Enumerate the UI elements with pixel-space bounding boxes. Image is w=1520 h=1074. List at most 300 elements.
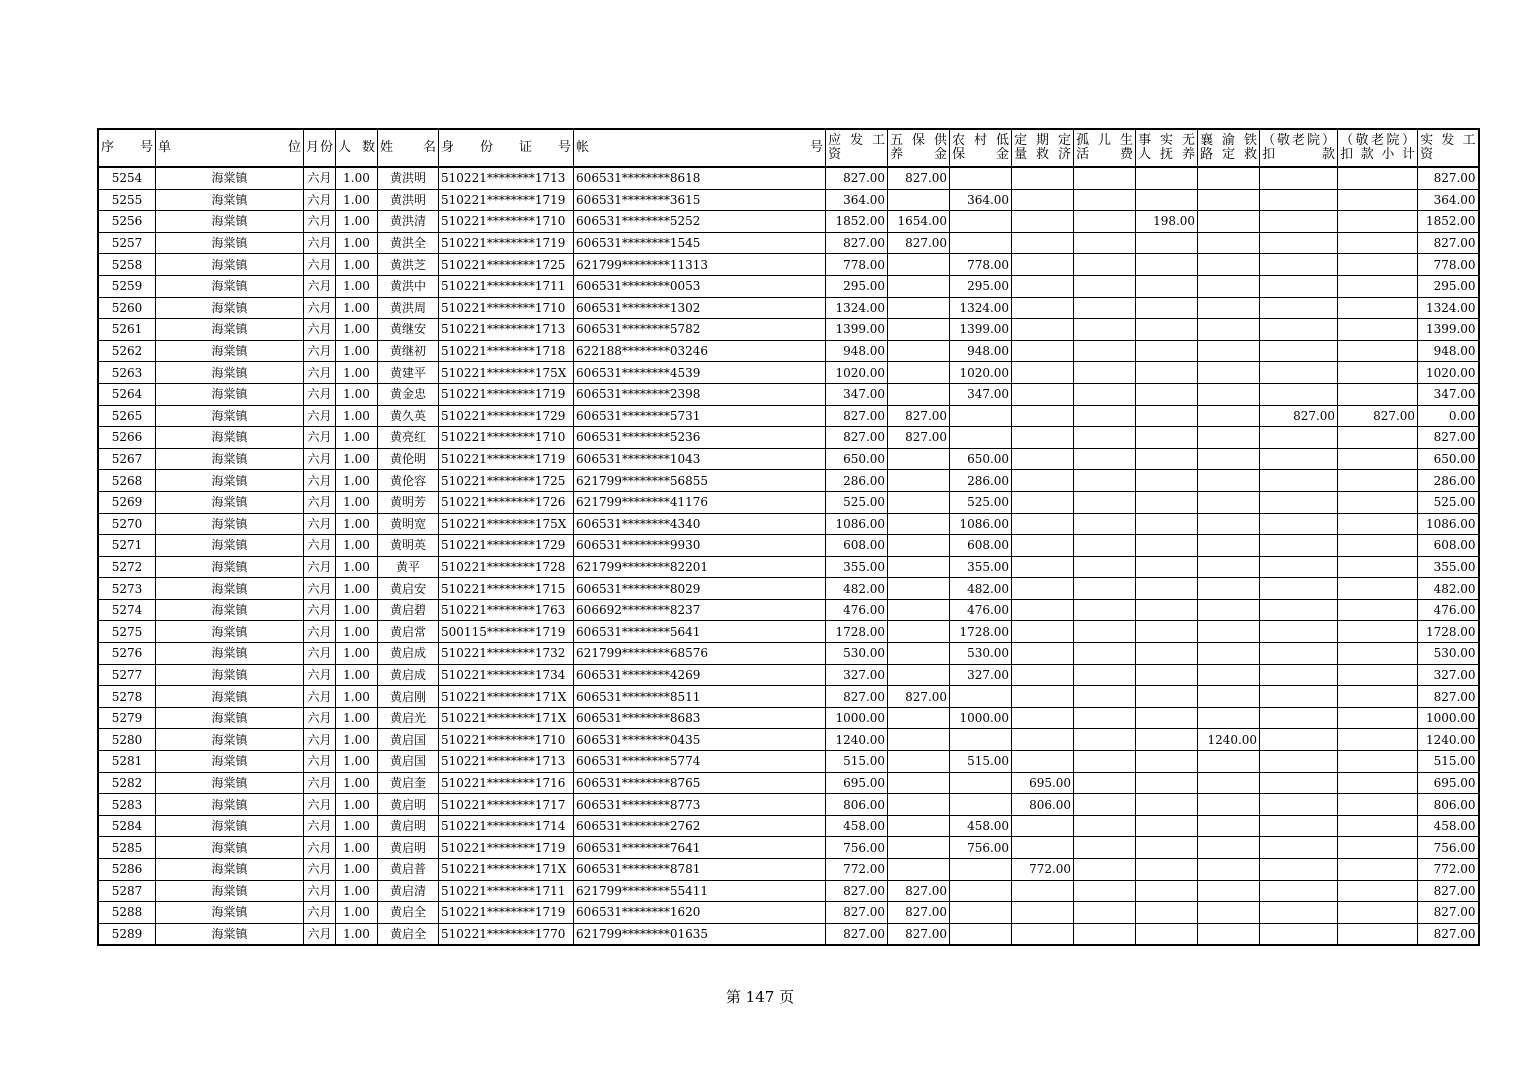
cell-col-nursing-deduction-subtotal xyxy=(1338,340,1418,362)
cell-col-nursing-deduction xyxy=(1260,232,1338,254)
cell-col-orphan-living xyxy=(1074,297,1136,319)
cell-col-nursing-deduction xyxy=(1260,491,1338,513)
header-label: （敬老院） xyxy=(1340,133,1416,148)
cell-col-rural-subsidy xyxy=(950,211,1012,233)
cell-col-fixed-relief xyxy=(1012,448,1074,470)
cell-col-railway-relief xyxy=(1198,232,1260,254)
cell-col-orphan-living xyxy=(1074,902,1136,924)
cell-col-orphan-living xyxy=(1074,491,1136,513)
cell-col-fixed-relief xyxy=(1012,923,1074,945)
cell-col-five-guarantee xyxy=(888,599,950,621)
cell-col-serial: 5271 xyxy=(98,535,156,557)
cell-col-count: 1.00 xyxy=(336,491,378,513)
cell-col-net-pay: 827.00 xyxy=(1418,902,1479,924)
cell-col-rural-subsidy: 1728.00 xyxy=(950,621,1012,643)
cell-col-gross-pay: 756.00 xyxy=(826,837,888,859)
cell-col-serial: 5270 xyxy=(98,513,156,535)
cell-col-five-guarantee: 1654.00 xyxy=(888,211,950,233)
cell-col-de-facto-orphan xyxy=(1136,167,1198,189)
cell-col-gross-pay: 806.00 xyxy=(826,794,888,816)
cell-col-id-number: 510221********1711 xyxy=(439,880,574,902)
table-row xyxy=(98,815,1479,837)
table-row xyxy=(98,297,1479,319)
cell-col-gross-pay: 827.00 xyxy=(826,880,888,902)
table-row xyxy=(98,448,1479,470)
header-col-five-guarantee xyxy=(888,129,950,167)
cell-col-railway-relief xyxy=(1198,167,1260,189)
cell-col-unit: 海棠镇 xyxy=(156,923,304,945)
cell-col-fixed-relief xyxy=(1012,513,1074,535)
cell-col-orphan-living xyxy=(1074,405,1136,427)
cell-col-unit: 海棠镇 xyxy=(156,232,304,254)
header-label: 农 村 低 xyxy=(952,133,1010,148)
cell-col-orphan-living xyxy=(1074,859,1136,881)
header-col-orphan-living xyxy=(1074,129,1136,167)
cell-col-orphan-living xyxy=(1074,664,1136,686)
cell-col-month: 六月 xyxy=(304,275,336,297)
cell-col-net-pay: 1086.00 xyxy=(1418,513,1479,535)
cell-col-unit: 海棠镇 xyxy=(156,751,304,773)
cell-col-de-facto-orphan: 198.00 xyxy=(1136,211,1198,233)
cell-col-fixed-relief xyxy=(1012,751,1074,773)
cell-col-serial: 5259 xyxy=(98,275,156,297)
cell-col-month: 六月 xyxy=(304,427,336,449)
welfare-payment-table xyxy=(97,128,1480,946)
cell-col-fixed-relief xyxy=(1012,880,1074,902)
cell-col-id-number: 510221********1725 xyxy=(439,470,574,492)
table-row xyxy=(98,664,1479,686)
cell-col-fixed-relief xyxy=(1012,427,1074,449)
header-col-name xyxy=(378,129,439,167)
cell-col-fixed-relief xyxy=(1012,211,1074,233)
cell-col-unit: 海棠镇 xyxy=(156,707,304,729)
cell-col-month: 六月 xyxy=(304,794,336,816)
cell-col-rural-subsidy xyxy=(950,686,1012,708)
header-label: 资 xyxy=(1420,147,1434,162)
table-row xyxy=(98,772,1479,794)
cell-col-railway-relief xyxy=(1198,211,1260,233)
table-row xyxy=(98,362,1479,384)
header-col-month xyxy=(304,129,336,167)
cell-col-gross-pay: 650.00 xyxy=(826,448,888,470)
cell-col-account: 606531********5252 xyxy=(574,211,826,233)
cell-col-rural-subsidy xyxy=(950,923,1012,945)
cell-col-account: 606531********5774 xyxy=(574,751,826,773)
cell-col-five-guarantee: 827.00 xyxy=(888,923,950,945)
header-label: 实 发 工 xyxy=(1420,133,1476,148)
cell-col-five-guarantee: 827.00 xyxy=(888,880,950,902)
cell-col-orphan-living xyxy=(1074,599,1136,621)
cell-col-nursing-deduction xyxy=(1260,275,1338,297)
cell-col-id-number: 510221********1729 xyxy=(439,535,574,557)
cell-col-five-guarantee xyxy=(888,772,950,794)
cell-col-name: 黄启成 xyxy=(378,643,439,665)
cell-col-serial: 5256 xyxy=(98,211,156,233)
table-row xyxy=(98,707,1479,729)
cell-col-serial: 5285 xyxy=(98,837,156,859)
cell-col-railway-relief xyxy=(1198,319,1260,341)
cell-col-count: 1.00 xyxy=(336,470,378,492)
cell-col-unit: 海棠镇 xyxy=(156,491,304,513)
cell-col-net-pay: 1240.00 xyxy=(1418,729,1479,751)
header-label: 人 数 xyxy=(338,140,376,155)
cell-col-rural-subsidy xyxy=(950,729,1012,751)
cell-col-nursing-deduction xyxy=(1260,707,1338,729)
cell-col-five-guarantee xyxy=(888,794,950,816)
cell-col-serial: 5266 xyxy=(98,427,156,449)
cell-col-gross-pay: 608.00 xyxy=(826,535,888,557)
cell-col-gross-pay: 1399.00 xyxy=(826,319,888,341)
cell-col-gross-pay: 827.00 xyxy=(826,923,888,945)
cell-col-orphan-living xyxy=(1074,686,1136,708)
cell-col-nursing-deduction-subtotal xyxy=(1338,686,1418,708)
cell-col-serial: 5261 xyxy=(98,319,156,341)
cell-col-month: 六月 xyxy=(304,167,336,189)
cell-col-five-guarantee: 827.00 xyxy=(888,902,950,924)
cell-col-fixed-relief xyxy=(1012,297,1074,319)
cell-col-nursing-deduction xyxy=(1260,167,1338,189)
cell-col-orphan-living xyxy=(1074,556,1136,578)
cell-col-gross-pay: 482.00 xyxy=(826,578,888,600)
cell-col-unit: 海棠镇 xyxy=(156,383,304,405)
page-number: 第 147 页 xyxy=(725,988,795,1006)
cell-col-name: 黄启全 xyxy=(378,902,439,924)
cell-col-id-number: 510221********1713 xyxy=(439,319,574,341)
cell-col-net-pay: 827.00 xyxy=(1418,923,1479,945)
header-label: 月份 xyxy=(306,140,334,155)
cell-col-rural-subsidy: 347.00 xyxy=(950,383,1012,405)
cell-col-name: 黄洪明 xyxy=(378,167,439,189)
cell-col-orphan-living xyxy=(1074,383,1136,405)
cell-col-rural-subsidy: 458.00 xyxy=(950,815,1012,837)
cell-col-rural-subsidy: 1399.00 xyxy=(950,319,1012,341)
cell-col-unit: 海棠镇 xyxy=(156,556,304,578)
header-label: 扣 款 小 计 xyxy=(1340,147,1416,162)
cell-col-de-facto-orphan xyxy=(1136,707,1198,729)
cell-col-nursing-deduction xyxy=(1260,319,1338,341)
cell-col-count: 1.00 xyxy=(336,643,378,665)
cell-col-id-number: 510221********1710 xyxy=(439,427,574,449)
cell-col-account: 621799********11313 xyxy=(574,254,826,276)
cell-col-rural-subsidy xyxy=(950,427,1012,449)
cell-col-nursing-deduction-subtotal xyxy=(1338,513,1418,535)
cell-col-orphan-living xyxy=(1074,211,1136,233)
cell-col-rural-subsidy: 1086.00 xyxy=(950,513,1012,535)
cell-col-serial: 5282 xyxy=(98,772,156,794)
cell-col-net-pay: 772.00 xyxy=(1418,859,1479,881)
cell-col-account: 621799********01635 xyxy=(574,923,826,945)
cell-col-de-facto-orphan xyxy=(1136,254,1198,276)
table-row xyxy=(98,556,1479,578)
cell-col-month: 六月 xyxy=(304,340,336,362)
cell-col-railway-relief xyxy=(1198,794,1260,816)
cell-col-orphan-living xyxy=(1074,275,1136,297)
cell-col-fixed-relief xyxy=(1012,578,1074,600)
cell-col-month: 六月 xyxy=(304,815,336,837)
cell-col-gross-pay: 458.00 xyxy=(826,815,888,837)
cell-col-net-pay: 778.00 xyxy=(1418,254,1479,276)
cell-col-nursing-deduction-subtotal xyxy=(1338,837,1418,859)
table-body xyxy=(98,167,1479,945)
cell-col-nursing-deduction xyxy=(1260,664,1338,686)
cell-col-nursing-deduction xyxy=(1260,556,1338,578)
cell-col-nursing-deduction-subtotal xyxy=(1338,794,1418,816)
cell-col-account: 606531********8511 xyxy=(574,686,826,708)
cell-col-five-guarantee xyxy=(888,340,950,362)
table-row xyxy=(98,491,1479,513)
header-label: （敬老院） xyxy=(1262,133,1336,148)
cell-col-month: 六月 xyxy=(304,448,336,470)
cell-col-id-number: 510221********1714 xyxy=(439,815,574,837)
cell-col-nursing-deduction xyxy=(1260,383,1338,405)
cell-col-month: 六月 xyxy=(304,470,336,492)
cell-col-nursing-deduction-subtotal xyxy=(1338,729,1418,751)
cell-col-unit: 海棠镇 xyxy=(156,427,304,449)
cell-col-count: 1.00 xyxy=(336,427,378,449)
cell-col-count: 1.00 xyxy=(336,707,378,729)
cell-col-account: 606531********3615 xyxy=(574,189,826,211)
cell-col-de-facto-orphan xyxy=(1136,837,1198,859)
cell-col-name: 黄金忠 xyxy=(378,383,439,405)
cell-col-name: 黄继安 xyxy=(378,319,439,341)
cell-col-nursing-deduction xyxy=(1260,211,1338,233)
cell-col-de-facto-orphan xyxy=(1136,794,1198,816)
cell-col-count: 1.00 xyxy=(336,621,378,643)
cell-col-five-guarantee: 827.00 xyxy=(888,167,950,189)
cell-col-nursing-deduction-subtotal xyxy=(1338,599,1418,621)
cell-col-id-number: 510221********171X xyxy=(439,707,574,729)
cell-col-five-guarantee xyxy=(888,578,950,600)
table-row xyxy=(98,751,1479,773)
cell-col-account: 606531********4539 xyxy=(574,362,826,384)
cell-col-rural-subsidy: 327.00 xyxy=(950,664,1012,686)
cell-col-id-number: 510221********1719 xyxy=(439,837,574,859)
cell-col-railway-relief xyxy=(1198,362,1260,384)
cell-col-month: 六月 xyxy=(304,189,336,211)
cell-col-unit: 海棠镇 xyxy=(156,772,304,794)
cell-col-nursing-deduction xyxy=(1260,189,1338,211)
cell-col-rural-subsidy: 515.00 xyxy=(950,751,1012,773)
cell-col-id-number: 510221********1719 xyxy=(439,189,574,211)
cell-col-id-number: 510221********175X xyxy=(439,362,574,384)
table-row xyxy=(98,535,1479,557)
cell-col-month: 六月 xyxy=(304,902,336,924)
cell-col-nursing-deduction xyxy=(1260,643,1338,665)
cell-col-nursing-deduction xyxy=(1260,880,1338,902)
cell-col-month: 六月 xyxy=(304,232,336,254)
header-col-gross-pay xyxy=(826,129,888,167)
table-row xyxy=(98,794,1479,816)
cell-col-five-guarantee xyxy=(888,491,950,513)
cell-col-unit: 海棠镇 xyxy=(156,902,304,924)
cell-col-account: 606531********1043 xyxy=(574,448,826,470)
table-row xyxy=(98,189,1479,211)
cell-col-de-facto-orphan xyxy=(1136,319,1198,341)
cell-col-railway-relief xyxy=(1198,535,1260,557)
cell-col-gross-pay: 827.00 xyxy=(826,232,888,254)
table-row xyxy=(98,859,1479,881)
cell-col-de-facto-orphan xyxy=(1136,923,1198,945)
cell-col-nursing-deduction xyxy=(1260,794,1338,816)
header-label: 单 位 xyxy=(158,140,302,155)
cell-col-nursing-deduction-subtotal xyxy=(1338,902,1418,924)
cell-col-railway-relief xyxy=(1198,837,1260,859)
cell-col-five-guarantee: 827.00 xyxy=(888,427,950,449)
cell-col-name: 黄平 xyxy=(378,556,439,578)
cell-col-net-pay: 530.00 xyxy=(1418,643,1479,665)
cell-col-nursing-deduction-subtotal xyxy=(1338,189,1418,211)
table-row xyxy=(98,383,1479,405)
cell-col-id-number: 510221********1728 xyxy=(439,556,574,578)
cell-col-account: 606531********8765 xyxy=(574,772,826,794)
cell-col-de-facto-orphan xyxy=(1136,535,1198,557)
cell-col-nursing-deduction-subtotal xyxy=(1338,664,1418,686)
cell-col-nursing-deduction-subtotal xyxy=(1338,319,1418,341)
cell-col-month: 六月 xyxy=(304,751,336,773)
cell-col-name: 黄启全 xyxy=(378,923,439,945)
cell-col-net-pay: 525.00 xyxy=(1418,491,1479,513)
cell-col-nursing-deduction xyxy=(1260,599,1338,621)
cell-col-de-facto-orphan xyxy=(1136,643,1198,665)
cell-col-railway-relief xyxy=(1198,275,1260,297)
cell-col-nursing-deduction-subtotal xyxy=(1338,275,1418,297)
cell-col-five-guarantee xyxy=(888,535,950,557)
header-label: 定 期 定 xyxy=(1014,133,1072,148)
cell-col-month: 六月 xyxy=(304,491,336,513)
cell-col-unit: 海棠镇 xyxy=(156,275,304,297)
header-label: 活 费 xyxy=(1076,147,1134,162)
cell-col-fixed-relief: 772.00 xyxy=(1012,859,1074,881)
cell-col-railway-relief xyxy=(1198,621,1260,643)
cell-col-fixed-relief xyxy=(1012,232,1074,254)
cell-col-unit: 海棠镇 xyxy=(156,621,304,643)
cell-col-account: 606531********5782 xyxy=(574,319,826,341)
cell-col-railway-relief xyxy=(1198,254,1260,276)
cell-col-account: 606531********8773 xyxy=(574,794,826,816)
cell-col-unit: 海棠镇 xyxy=(156,599,304,621)
cell-col-id-number: 510221********175X xyxy=(439,513,574,535)
table-row xyxy=(98,923,1479,945)
header-row xyxy=(98,129,1479,167)
cell-col-orphan-living xyxy=(1074,643,1136,665)
table-row xyxy=(98,232,1479,254)
cell-col-fixed-relief xyxy=(1012,902,1074,924)
cell-col-unit: 海棠镇 xyxy=(156,189,304,211)
cell-col-serial: 5272 xyxy=(98,556,156,578)
cell-col-railway-relief xyxy=(1198,470,1260,492)
cell-col-fixed-relief xyxy=(1012,621,1074,643)
header-label: 事 实 无 xyxy=(1138,133,1196,148)
cell-col-rural-subsidy: 948.00 xyxy=(950,340,1012,362)
cell-col-count: 1.00 xyxy=(336,686,378,708)
cell-col-five-guarantee xyxy=(888,362,950,384)
cell-col-five-guarantee xyxy=(888,383,950,405)
cell-col-rural-subsidy xyxy=(950,167,1012,189)
cell-col-de-facto-orphan xyxy=(1136,729,1198,751)
cell-col-name: 黄洪全 xyxy=(378,232,439,254)
cell-col-name: 黄启明 xyxy=(378,837,439,859)
cell-col-net-pay: 347.00 xyxy=(1418,383,1479,405)
header-label: 养 金 xyxy=(890,147,948,162)
cell-col-rural-subsidy xyxy=(950,232,1012,254)
cell-col-gross-pay: 476.00 xyxy=(826,599,888,621)
cell-col-month: 六月 xyxy=(304,297,336,319)
cell-col-fixed-relief xyxy=(1012,189,1074,211)
cell-col-five-guarantee xyxy=(888,275,950,297)
table-row xyxy=(98,880,1479,902)
cell-col-fixed-relief xyxy=(1012,167,1074,189)
cell-col-nursing-deduction xyxy=(1260,340,1338,362)
cell-col-nursing-deduction xyxy=(1260,621,1338,643)
cell-col-id-number: 510221********1732 xyxy=(439,643,574,665)
header-col-railway-relief xyxy=(1198,129,1260,167)
cell-col-serial: 5258 xyxy=(98,254,156,276)
cell-col-de-facto-orphan xyxy=(1136,513,1198,535)
cell-col-five-guarantee xyxy=(888,751,950,773)
cell-col-railway-relief xyxy=(1198,340,1260,362)
cell-col-gross-pay: 827.00 xyxy=(826,902,888,924)
cell-col-rural-subsidy: 530.00 xyxy=(950,643,1012,665)
cell-col-count: 1.00 xyxy=(336,880,378,902)
cell-col-nursing-deduction xyxy=(1260,837,1338,859)
header-col-nursing-deduction-subtotal xyxy=(1338,129,1418,167)
cell-col-serial: 5262 xyxy=(98,340,156,362)
cell-col-serial: 5263 xyxy=(98,362,156,384)
cell-col-id-number: 510221********1713 xyxy=(439,751,574,773)
cell-col-serial: 5269 xyxy=(98,491,156,513)
cell-col-count: 1.00 xyxy=(336,297,378,319)
cell-col-rural-subsidy: 525.00 xyxy=(950,491,1012,513)
cell-col-nursing-deduction-subtotal xyxy=(1338,362,1418,384)
cell-col-orphan-living xyxy=(1074,362,1136,384)
cell-col-railway-relief xyxy=(1198,880,1260,902)
cell-col-de-facto-orphan xyxy=(1136,232,1198,254)
cell-col-railway-relief xyxy=(1198,556,1260,578)
header-col-rural-subsidy xyxy=(950,129,1012,167)
cell-col-account: 606531********9930 xyxy=(574,535,826,557)
cell-col-nursing-deduction-subtotal xyxy=(1338,427,1418,449)
cell-col-unit: 海棠镇 xyxy=(156,837,304,859)
cell-col-name: 黄洪中 xyxy=(378,275,439,297)
cell-col-railway-relief xyxy=(1198,707,1260,729)
cell-col-id-number: 510221********1713 xyxy=(439,167,574,189)
cell-col-nursing-deduction xyxy=(1260,686,1338,708)
table-row xyxy=(98,340,1479,362)
cell-col-nursing-deduction-subtotal xyxy=(1338,491,1418,513)
cell-col-serial: 5268 xyxy=(98,470,156,492)
cell-col-de-facto-orphan xyxy=(1136,189,1198,211)
cell-col-unit: 海棠镇 xyxy=(156,794,304,816)
cell-col-railway-relief xyxy=(1198,513,1260,535)
cell-col-id-number: 510221********1710 xyxy=(439,211,574,233)
cell-col-unit: 海棠镇 xyxy=(156,513,304,535)
cell-col-de-facto-orphan xyxy=(1136,599,1198,621)
cell-col-de-facto-orphan xyxy=(1136,362,1198,384)
cell-col-nursing-deduction xyxy=(1260,923,1338,945)
cell-col-railway-relief xyxy=(1198,923,1260,945)
cell-col-nursing-deduction-subtotal xyxy=(1338,621,1418,643)
table-row xyxy=(98,427,1479,449)
cell-col-serial: 5278 xyxy=(98,686,156,708)
cell-col-gross-pay: 948.00 xyxy=(826,340,888,362)
cell-col-rural-subsidy: 476.00 xyxy=(950,599,1012,621)
cell-col-month: 六月 xyxy=(304,254,336,276)
cell-col-gross-pay: 1324.00 xyxy=(826,297,888,319)
cell-col-count: 1.00 xyxy=(336,319,378,341)
cell-col-fixed-relief xyxy=(1012,556,1074,578)
cell-col-railway-relief xyxy=(1198,405,1260,427)
cell-col-railway-relief xyxy=(1198,427,1260,449)
